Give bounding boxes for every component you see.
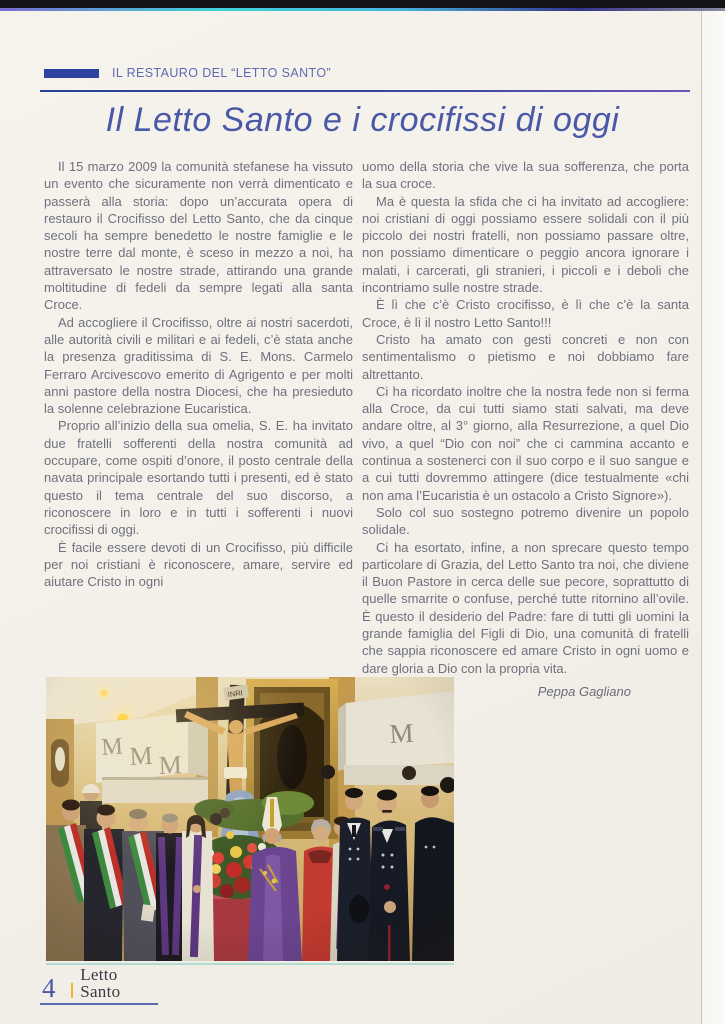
vignette-overlay xyxy=(46,677,454,961)
magazine-name: Letto Santo xyxy=(80,965,121,1001)
paragraph: È facile essere devoti di un Crocifisso, più difficile per noi cristiani è riconoscere, amare, servire ed aiutare Cristo in ogni xyxy=(44,539,353,590)
page-footer xyxy=(40,966,158,1005)
paragraph: Solo col suo sostegno potremo divenire un popolo solidale. xyxy=(362,504,689,538)
scan-edge-top xyxy=(0,0,725,8)
article-photo xyxy=(46,677,454,965)
kicker-accent-bar xyxy=(44,69,99,78)
paragraph: È lì che c’è Cristo crocifisso, è lì che c’è la santa Croce, è lì il nostro Letto Santo!!! xyxy=(362,297,689,330)
paragraph: uomo della storia che vive la sua sofferenza, che porta la sua croce. xyxy=(362,159,689,192)
header-rule xyxy=(40,90,690,92)
scan-edge-right xyxy=(702,11,725,1024)
kicker-label: IL RESTAURO DEL “LETTO SANTO” xyxy=(112,66,332,80)
paragraph: Ci ha ricordato inoltre che la nostra fede non si ferma alla Croce, da cui tutti siamo stati salvati, ma deve andare oltre, al 3° giorno, alla Resurrezione, a quel Dio vivo, a quel “Dio con noi” che ci cammina accanto e continua a sostenerci con il suo corpo e il suo sangue e a cui tutti dovremmo attingere (dice testualmente «chi non ama l’Eucaristia è un ostacolo a Cristo Signore»). xyxy=(362,383,689,503)
article-byline: Peppa Gagliano xyxy=(537,683,631,699)
scan-edge-right-line xyxy=(701,11,702,1024)
paragraph: Il 15 marzo 2009 la comunità stefanese ha vissuto un evento che sicuramente non verrà dimenticato e passerà alla storia: dopo un’accurata opera di restauro il Crocifisso del Letto Santo, che da cinque secoli ha sempre benedetto le nostre famiglie e le nostre terre dal monte, è sceso in mezzo a noi, ha attraversato le nostre strade, attirando una grande moltitudine di fedeli da sempre legati alla santa Croce. xyxy=(44,159,353,313)
section-kicker xyxy=(44,66,331,80)
church-photo-illustration xyxy=(46,677,454,961)
paragraph: Ma è questa la sfida che ci ha invitato ad accogliere: noi cristiani di oggi possiamo essere solidali con il più piccolo dei nostri fratelli, non possiamo passare oltre, non possiamo dimenticare o peggio ancora ignorare i malati, i carcerati, gli stranieri, i piccoli e i deboli che incontriamo sulle nostre strade. xyxy=(362,193,689,296)
article-title: Il Letto Santo e i crocifissi di oggi xyxy=(105,101,620,139)
paragraph: Proprio all’inizio della sua omelia, S. E. ha invitato due fratelli sofferenti della nostra comunità ad occupare, come ospiti d’onore, il posto centrale della navata principale esortando tutti i presenti, ed è stato questo il tema centrale del suo discorso, a riconoscere in loro e in tutti i sofferenti i nuovi crocifissi di oggi. xyxy=(44,418,353,538)
scan-edge-top-line xyxy=(0,8,725,11)
left-column xyxy=(44,158,353,590)
footer-accent-bar xyxy=(71,983,74,998)
paragraph: Ci ha esortato, infine, a non sprecare questo tempo particolare di Grazia, del Letto Santo tra noi, che diviene il Buon Pastore in cerca delle sue pecore, soprattutto di quelle smarrite o confuse, perché tutte ritornino all’ovile. È questo il desiderio del Padre: fare di tutti gli uomini la grande famiglia del Figli di Dio, una comunità di fratelli che sappia riconoscere ed amare Cristo in ogni uomo e dare gloria a Dio con la propria vita. xyxy=(362,539,689,676)
page-number: 4 xyxy=(42,973,56,1003)
paragraph: Ad accogliere il Crocifisso, oltre ai nostri sacerdoti, alle autorità civili e militari e ai fedeli, c’è stata anche la presenza graditissima di S. E. Mons. Carmelo Ferraro Arcivescovo emerito di Agrigento e per molti anni pastore della nostra Diocesi, che ha presieduto la solenne celebrazione Eucaristica. xyxy=(44,314,353,417)
paragraph: Cristo ha amato con gesti concreti e non con sentimentalismo o pietismo e noi dobbiamo fare altrettanto. xyxy=(362,331,689,382)
